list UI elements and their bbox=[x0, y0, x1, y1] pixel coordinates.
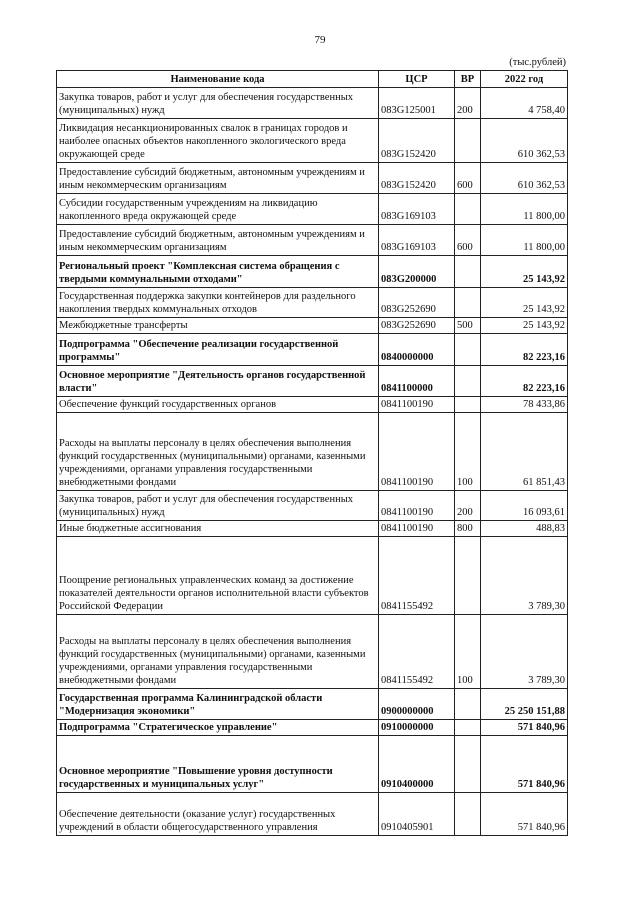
row-name-cell: Поощрение региональных управленческих команд за достижение показателей деятельности органов исполнительной власти субъектов Российской Федерации bbox=[57, 537, 379, 615]
row-vr-cell: 600 bbox=[455, 225, 481, 256]
row-amount-cell: 4 758,40 bbox=[481, 88, 568, 119]
row-amount-cell: 25 143,92 bbox=[481, 318, 568, 334]
column-header-vr: ВР bbox=[455, 71, 481, 88]
table-row bbox=[57, 689, 568, 720]
row-name-cell: Межбюджетные трансферты bbox=[57, 318, 379, 334]
row-amount-cell: 571 840,96 bbox=[481, 720, 568, 736]
row-code-cell: 083G252690 bbox=[379, 318, 455, 334]
row-name-cell: Иные бюджетные ассигнования bbox=[57, 521, 379, 537]
row-amount-cell: 82 223,16 bbox=[481, 334, 568, 366]
row-code-cell: 0841155492 bbox=[379, 615, 455, 689]
row-name-cell: Расходы на выплаты персоналу в целях обеспечения выполнения функций государственных (муниципальными) органами, казенными учреждениями, органами управления государственными внебюджетными фондами bbox=[57, 413, 379, 491]
row-name-cell: Подпрограмма "Обеспечение реализации государственной программы" bbox=[57, 334, 379, 366]
row-vr-cell bbox=[455, 720, 481, 736]
row-vr-cell: 600 bbox=[455, 163, 481, 194]
row-vr-cell bbox=[455, 334, 481, 366]
row-vr-cell: 200 bbox=[455, 88, 481, 119]
row-code-cell: 0841100190 bbox=[379, 521, 455, 537]
row-amount-cell: 82 223,16 bbox=[481, 366, 568, 397]
row-vr-cell: 200 bbox=[455, 491, 481, 521]
row-vr-cell bbox=[455, 119, 481, 163]
row-code-cell: 0910405901 bbox=[379, 793, 455, 836]
row-vr-cell: 800 bbox=[455, 521, 481, 537]
row-code-cell: 083G152420 bbox=[379, 163, 455, 194]
row-code-cell: 0910400000 bbox=[379, 736, 455, 793]
row-vr-cell bbox=[455, 793, 481, 836]
row-name-cell: Ликвидация несанкционированных свалок в границах городов и наиболее опасных объектов накопленного экологического вреда окружающей среде bbox=[57, 119, 379, 163]
row-code-cell: 0841100190 bbox=[379, 491, 455, 521]
row-name-cell: Обеспечение функций государственных органов bbox=[57, 397, 379, 413]
row-vr-cell: 100 bbox=[455, 615, 481, 689]
table-row bbox=[57, 163, 568, 194]
table-row bbox=[57, 256, 568, 288]
row-amount-cell: 16 093,61 bbox=[481, 491, 568, 521]
table-row bbox=[57, 397, 568, 413]
row-name-cell: Обеспечение деятельности (оказание услуг) государственных учреждений в области общегосударственного управления bbox=[57, 793, 379, 836]
row-amount-cell: 25 143,92 bbox=[481, 256, 568, 288]
row-name-cell: Государственная программа Калининградской области "Модернизация экономики" bbox=[57, 689, 379, 720]
table-row bbox=[57, 119, 568, 163]
row-name-cell: Подпрограмма "Стратегическое управление" bbox=[57, 720, 379, 736]
row-name-cell: Государственная поддержка закупки контейнеров для раздельного накопления твердых коммунальных отходов bbox=[57, 288, 379, 318]
table-row bbox=[57, 491, 568, 521]
row-vr-cell bbox=[455, 256, 481, 288]
page-number: 79 bbox=[314, 34, 326, 46]
row-vr-cell: 500 bbox=[455, 318, 481, 334]
column-header-name: Наименование кода bbox=[57, 71, 379, 88]
row-name-cell: Субсидии государственным учреждениям на ликвидацию накопленного вреда окружающей среде bbox=[57, 194, 379, 225]
table-row bbox=[57, 413, 568, 491]
row-name-cell: Основное мероприятие "Деятельность органов государственной власти" bbox=[57, 366, 379, 397]
row-code-cell: 0841100000 bbox=[379, 366, 455, 397]
row-code-cell: 083G200000 bbox=[379, 256, 455, 288]
table-row bbox=[57, 720, 568, 736]
row-code-cell: 083G169103 bbox=[379, 225, 455, 256]
table-row bbox=[57, 318, 568, 334]
row-vr-cell bbox=[455, 537, 481, 615]
row-code-cell: 0841100190 bbox=[379, 413, 455, 491]
column-header-code: ЦСР bbox=[379, 71, 455, 88]
row-amount-cell: 25 250 151,88 bbox=[481, 689, 568, 720]
row-vr-cell: 100 bbox=[455, 413, 481, 491]
row-amount-cell: 3 789,30 bbox=[481, 537, 568, 615]
table-row bbox=[57, 736, 568, 793]
row-name-cell: Региональный проект "Комплексная система обращения с твердыми коммунальными отходами" bbox=[57, 256, 379, 288]
row-code-cell: 0841100190 bbox=[379, 397, 455, 413]
table-header-row bbox=[57, 71, 568, 88]
row-amount-cell: 61 851,43 bbox=[481, 413, 568, 491]
row-code-cell: 0840000000 bbox=[379, 334, 455, 366]
row-amount-cell: 571 840,96 bbox=[481, 793, 568, 836]
row-vr-cell bbox=[455, 288, 481, 318]
row-vr-cell bbox=[455, 194, 481, 225]
row-amount-cell: 571 840,96 bbox=[481, 736, 568, 793]
table-row bbox=[57, 225, 568, 256]
row-vr-cell bbox=[455, 689, 481, 720]
table-row bbox=[57, 194, 568, 225]
row-name-cell: Расходы на выплаты персоналу в целях обеспечения выполнения функций государственных (муниципальными) органами, казенными учреждениями, органами управления государственными внебюджетными фондами bbox=[57, 615, 379, 689]
row-amount-cell: 610 362,53 bbox=[481, 119, 568, 163]
row-vr-cell bbox=[455, 736, 481, 793]
row-code-cell: 0910000000 bbox=[379, 720, 455, 736]
row-code-cell: 083G252690 bbox=[379, 288, 455, 318]
row-name-cell: Предоставление субсидий бюджетным, автономным учреждениям и иным некоммерческим организациям bbox=[57, 225, 379, 256]
table-row bbox=[57, 793, 568, 836]
row-vr-cell bbox=[455, 366, 481, 397]
column-header-amount: 2022 год bbox=[481, 71, 568, 88]
budget-table bbox=[56, 70, 568, 836]
table-row bbox=[57, 334, 568, 366]
table-row bbox=[57, 366, 568, 397]
row-amount-cell: 3 789,30 bbox=[481, 615, 568, 689]
table-row bbox=[57, 288, 568, 318]
row-name-cell: Закупка товаров, работ и услуг для обеспечения государственных (муниципальных) нужд bbox=[57, 88, 379, 119]
row-amount-cell: 78 433,86 bbox=[481, 397, 568, 413]
row-code-cell: 083G152420 bbox=[379, 119, 455, 163]
table-row bbox=[57, 615, 568, 689]
row-code-cell: 083G169103 bbox=[379, 194, 455, 225]
row-name-cell: Основное мероприятие "Повышение уровня доступности государственных и муниципальных услуг" bbox=[57, 736, 379, 793]
row-vr-cell bbox=[455, 397, 481, 413]
row-amount-cell: 25 143,92 bbox=[481, 288, 568, 318]
row-code-cell: 0841155492 bbox=[379, 537, 455, 615]
row-code-cell: 083G125001 bbox=[379, 88, 455, 119]
units-label: (тыс.рублей) bbox=[509, 57, 566, 68]
row-amount-cell: 610 362,53 bbox=[481, 163, 568, 194]
table-body bbox=[57, 88, 568, 836]
table-row bbox=[57, 88, 568, 119]
row-name-cell: Предоставление субсидий бюджетным, автономным учреждениям и иным некоммерческим организациям bbox=[57, 163, 379, 194]
table-row bbox=[57, 537, 568, 615]
row-amount-cell: 11 800,00 bbox=[481, 194, 568, 225]
row-amount-cell: 488,83 bbox=[481, 521, 568, 537]
row-code-cell: 0900000000 bbox=[379, 689, 455, 720]
table-row bbox=[57, 521, 568, 537]
row-amount-cell: 11 800,00 bbox=[481, 225, 568, 256]
row-name-cell: Закупка товаров, работ и услуг для обеспечения государственных (муниципальных) нужд bbox=[57, 491, 379, 521]
